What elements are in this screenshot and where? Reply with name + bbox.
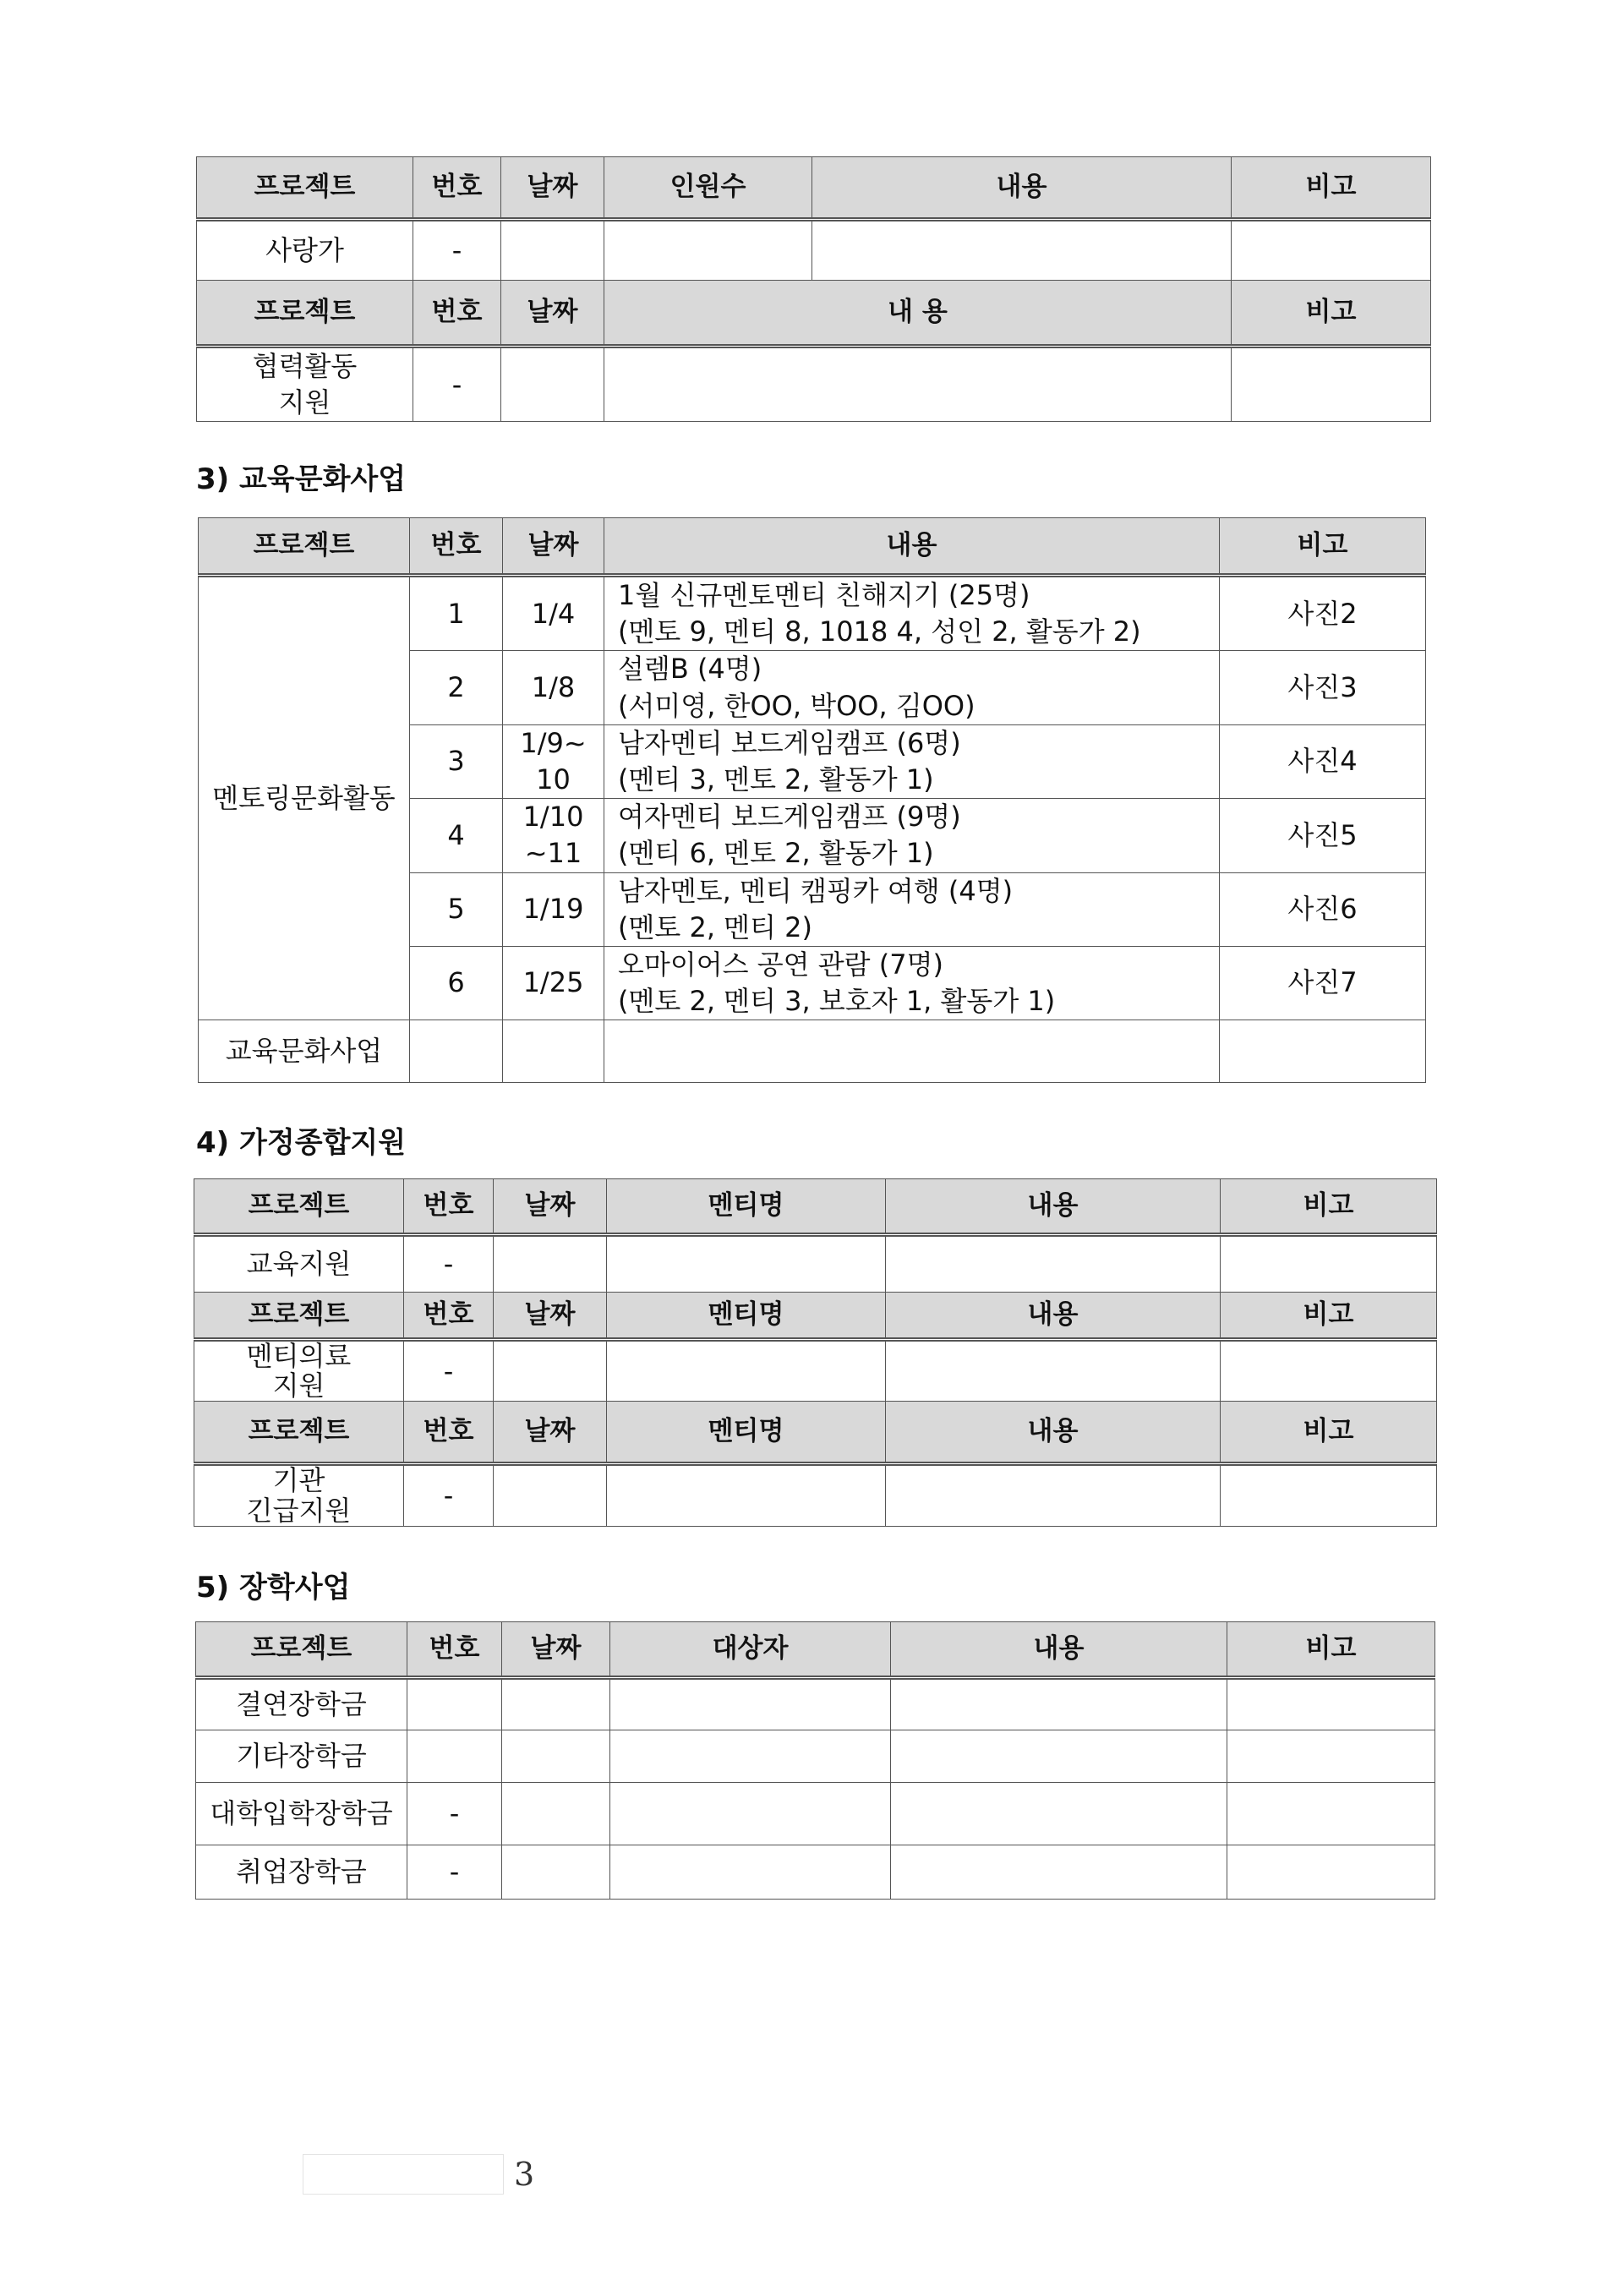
cell-number: 5 (410, 872, 503, 946)
cell-project-group: 멘토링문화활동 (199, 576, 410, 1020)
header-number: 번호 (404, 1293, 494, 1340)
content-line: 1월 신규멘토멘티 친해지기 (25명) (618, 579, 1030, 611)
cell-remarks: 사진2 (1220, 576, 1426, 651)
table-header-row (196, 1622, 1435, 1678)
cell-remarks: 사진4 (1220, 724, 1426, 798)
cell-date (501, 347, 604, 422)
cell-content (891, 1678, 1227, 1730)
table-row (194, 1340, 1437, 1402)
header-content: 내용 (886, 1402, 1221, 1464)
cell-remarks (1221, 1464, 1437, 1526)
cell-remarks: 사진7 (1220, 946, 1426, 1020)
header-content: 내용 (886, 1293, 1221, 1340)
cell-date (501, 220, 604, 281)
section-title-family-support: 4) 가정종합지원 (196, 1126, 407, 1160)
table-row (194, 1464, 1437, 1526)
header-project: 프로젝트 (194, 1179, 404, 1235)
cell-content (891, 1845, 1227, 1900)
header-recipient: 대상자 (610, 1622, 891, 1678)
cell-content (886, 1464, 1221, 1526)
cell-recipient (610, 1845, 891, 1900)
header-remarks: 비고 (1227, 1622, 1435, 1678)
content-line: 설렘B (4명) (618, 653, 762, 686)
cell-content (604, 576, 1220, 651)
cell-number: 6 (410, 946, 503, 1020)
cell-project (194, 1235, 404, 1293)
cell-number: 3 (410, 724, 503, 798)
cell-remarks: 사진5 (1220, 799, 1426, 872)
content-line: (멘티 3, 멘토 2, 활동가 1) (618, 763, 934, 795)
header-number: 번호 (413, 157, 501, 220)
header-mentee-name: 멘티명 (607, 1293, 886, 1340)
header-project: 프로젝트 (197, 157, 413, 220)
cell-project-line: 긴급지원 (246, 1494, 352, 1527)
cell-date-line: 10 (536, 763, 571, 795)
cell-content (604, 872, 1220, 946)
content-line: (멘토 9, 멘티 8, 1018 4, 성인 2, 활동가 2) (618, 615, 1141, 648)
cell-date (503, 872, 604, 946)
content-line: 오마이어스 공연 관람 (7명) (618, 948, 943, 981)
table-family-support (194, 1178, 1437, 1527)
cell-mentee-name (607, 1464, 886, 1526)
header-date: 날짜 (494, 1293, 607, 1340)
cell-project: 교육문화사업 (199, 1020, 410, 1083)
section-title-scholarship: 5) 장학사업 (196, 1571, 351, 1604)
cell-remarks (1227, 1783, 1435, 1845)
cell-content (812, 220, 1232, 281)
table-education-culture (198, 517, 1426, 1083)
table-scholarship (195, 1621, 1435, 1900)
header-content: 내용 (886, 1179, 1221, 1235)
cell-number (407, 1678, 502, 1730)
content-line: (멘토 2, 멘티 3, 보호자 1, 활동가 1) (618, 985, 1056, 1018)
cell-date (494, 1340, 607, 1402)
cell-date (503, 1020, 604, 1083)
header-content: 내용 (891, 1622, 1227, 1678)
header-content: 내 용 (604, 281, 1232, 347)
table-row (199, 576, 1426, 651)
cell-number (410, 1020, 503, 1083)
cell-headcount (604, 220, 812, 281)
cell-number: 4 (410, 799, 503, 872)
header-mentee-name: 멘티명 (607, 1402, 886, 1464)
cell-project-line: 기관 (272, 1464, 325, 1497)
cell-project: 취업장학금 (196, 1845, 407, 1900)
cell-number: - (404, 1235, 494, 1293)
cell-number: - (407, 1845, 502, 1900)
cell-project-line: 교육지원 (246, 1247, 352, 1280)
cell-date (503, 724, 604, 798)
header-headcount: 인원수 (604, 157, 812, 220)
cell-project: 대학입학장학금 (196, 1783, 407, 1845)
cell-content (891, 1730, 1227, 1783)
cell-remarks (1221, 1235, 1437, 1293)
cell-project: 결연장학금 (196, 1678, 407, 1730)
table-row (196, 1783, 1435, 1845)
cell-number: 1 (410, 576, 503, 651)
cell-remarks (1220, 1020, 1426, 1083)
cell-date-line: 1/25 (522, 966, 584, 999)
cell-remarks (1232, 220, 1431, 281)
cell-content (886, 1235, 1221, 1293)
content-line: (서미영, 한OO, 박OO, 김OO) (618, 689, 975, 722)
cell-recipient (610, 1678, 891, 1730)
cell-remarks (1232, 347, 1431, 422)
cell-remarks (1227, 1730, 1435, 1783)
header-remarks: 비고 (1232, 281, 1431, 347)
table-saranga-cooperation (196, 156, 1431, 422)
header-date: 날짜 (494, 1179, 607, 1235)
table-row (196, 1730, 1435, 1783)
cell-remarks (1221, 1340, 1437, 1402)
cell-project-line: 협력활동 (252, 350, 358, 382)
section-title-education-culture: 3) 교육문화사업 (196, 462, 407, 496)
header-project: 프로젝트 (194, 1293, 404, 1340)
cell-number (407, 1730, 502, 1783)
header-remarks: 비고 (1220, 518, 1426, 576)
cell-date (503, 946, 604, 1020)
table-header-row (197, 157, 1431, 220)
cell-date (503, 576, 604, 651)
cell-remarks: 사진3 (1220, 651, 1426, 724)
cell-project (197, 347, 413, 422)
cell-content (886, 1340, 1221, 1402)
cell-number: - (404, 1340, 494, 1402)
content-line: (멘티 6, 멘토 2, 활동가 1) (618, 837, 934, 870)
table-header-row (199, 518, 1426, 576)
cell-remarks (1227, 1845, 1435, 1900)
cell-date-line: 1/19 (522, 893, 584, 926)
cell-remarks (1227, 1678, 1435, 1730)
cell-date (494, 1464, 607, 1526)
header-number: 번호 (407, 1622, 502, 1678)
header-project: 프로젝트 (196, 1622, 407, 1678)
header-date: 날짜 (494, 1402, 607, 1464)
cell-date (502, 1845, 610, 1900)
cell-project-line: 멘티의료 (246, 1340, 352, 1372)
content-line: (멘토 2, 멘티 2) (618, 910, 813, 943)
header-number: 번호 (404, 1179, 494, 1235)
cell-date (494, 1235, 607, 1293)
cell-date-line: 1/8 (531, 670, 576, 703)
cell-content (604, 347, 1232, 422)
header-number: 번호 (410, 518, 503, 576)
cell-date (502, 1783, 610, 1845)
table-header-row (194, 1179, 1437, 1235)
content-line: 남자멘티 보드게임캠프 (6명) (618, 726, 961, 759)
cell-recipient (610, 1730, 891, 1783)
cell-number: - (404, 1464, 494, 1526)
cell-mentee-name (607, 1235, 886, 1293)
header-date: 날짜 (501, 157, 604, 220)
header-content: 내용 (604, 518, 1220, 576)
cell-content (604, 724, 1220, 798)
cell-content (604, 946, 1220, 1020)
header-mentee-name: 멘티명 (607, 1179, 886, 1235)
cell-number: 2 (410, 651, 503, 724)
header-remarks: 비고 (1221, 1402, 1437, 1464)
cell-project: 기타장학금 (196, 1730, 407, 1783)
header-date: 날짜 (502, 1622, 610, 1678)
cell-content (604, 1020, 1220, 1083)
cell-content (604, 799, 1220, 872)
table-header-row (194, 1293, 1437, 1340)
table-row (196, 1845, 1435, 1900)
header-project: 프로젝트 (194, 1402, 404, 1464)
header-remarks: 비고 (1221, 1179, 1437, 1235)
cell-date (502, 1730, 610, 1783)
table-row (199, 1020, 1426, 1083)
table-header-row (197, 281, 1431, 347)
cell-date (503, 799, 604, 872)
cell-date (502, 1678, 610, 1730)
table-row (197, 347, 1431, 422)
header-date: 날짜 (501, 281, 604, 347)
header-number: 번호 (404, 1402, 494, 1464)
cell-project (194, 1464, 404, 1526)
cell-recipient (610, 1783, 891, 1845)
header-date: 날짜 (503, 518, 604, 576)
cell-project-line: 지원 (278, 386, 331, 419)
cell-number: - (413, 220, 501, 281)
header-project: 프로젝트 (197, 281, 413, 347)
cell-date-line: ~11 (524, 837, 582, 870)
header-content: 내용 (812, 157, 1232, 220)
cell-remarks: 사진6 (1220, 872, 1426, 946)
cell-mentee-name (607, 1340, 886, 1402)
header-remarks: 비고 (1232, 157, 1431, 220)
table-header-row (194, 1402, 1437, 1464)
cell-project-line: 지원 (272, 1369, 325, 1402)
cell-number: - (413, 347, 501, 422)
table-row (194, 1235, 1437, 1293)
cell-date-line: 1/4 (531, 597, 576, 630)
content-line: 남자멘토, 멘티 캠핑카 여행 (4명) (618, 874, 1014, 907)
cell-content (891, 1783, 1227, 1845)
table-row (197, 220, 1431, 281)
cell-project: 사랑가 (197, 220, 413, 281)
cell-number: - (407, 1783, 502, 1845)
content-line: 여자멘티 보드게임캠프 (9명) (618, 801, 961, 834)
cell-date-line: 1/9~ (520, 726, 587, 759)
header-number: 번호 (413, 281, 501, 347)
cell-project (194, 1340, 404, 1402)
cell-content (604, 651, 1220, 724)
page-number: 3 (514, 2156, 535, 2193)
cell-date (503, 651, 604, 724)
cell-date-line: 1/10 (522, 801, 584, 834)
header-project: 프로젝트 (199, 518, 410, 576)
table-row (196, 1678, 1435, 1730)
header-remarks: 비고 (1221, 1293, 1437, 1340)
footer-box (303, 2154, 504, 2195)
